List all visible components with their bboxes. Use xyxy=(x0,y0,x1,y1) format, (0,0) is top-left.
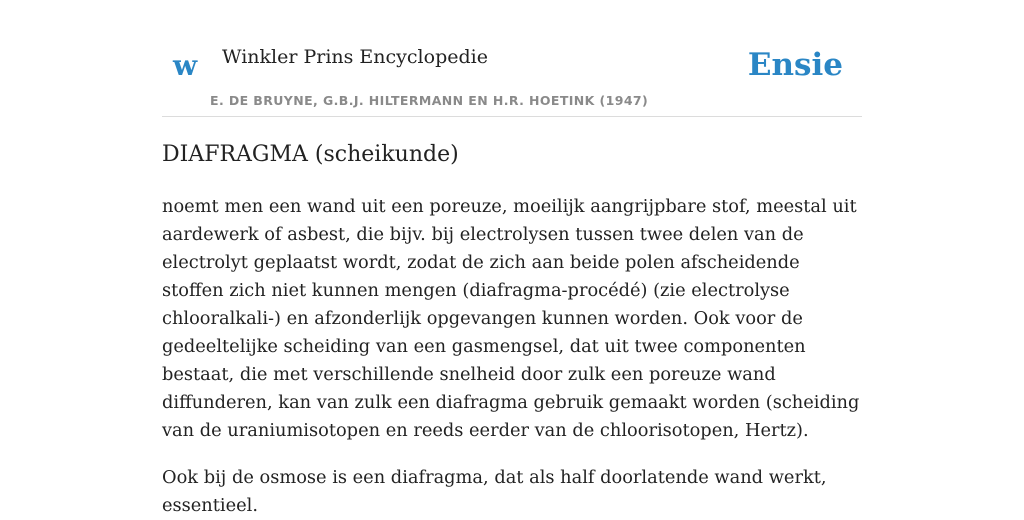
article-paragraph: Ook bij de osmose is een diafragma, dat als half doorlatende wand werkt, essentieel. xyxy=(162,467,827,516)
header xyxy=(162,0,862,117)
article-title: DIAFRAGMA (scheikunde) xyxy=(162,142,459,167)
ensie-logo-link[interactable]: Ensie xyxy=(747,47,843,83)
authors-line: E. DE BRUYNE, G.B.J. HILTERMANN EN H.R. HOETINK (1947) xyxy=(210,93,649,108)
page xyxy=(162,0,862,520)
publication-title[interactable]: Winkler Prins Encyclopedie xyxy=(222,46,488,68)
publication-logo[interactable]: w xyxy=(173,49,198,82)
article-paragraph: noemt men een wand uit een poreuze, moeilijk aangrijpbare stof, meestal uit aardewerk of asbest, die bijv. bij electrolysen tussen twee delen van de electrolyt geplaatst wordt, zodat de zich aan beide polen afscheidende stoffen zich niet kunnen mengen (diafragma-procédé) (zie electrolyse chlooralkali-) en afzonderlijk opgevangen kunnen worden. Ook voor de gedeeltelijke scheiding van een gasmengsel, dat uit twee componenten bestaat, die met verschillende snelheid door zulk een poreuze wand diffunderen, kan van zulk een diafragma gebruik gemaakt worden (scheiding van de uraniumisotopen en reeds eerder van de chloorisotopen, Hertz). xyxy=(162,196,860,441)
